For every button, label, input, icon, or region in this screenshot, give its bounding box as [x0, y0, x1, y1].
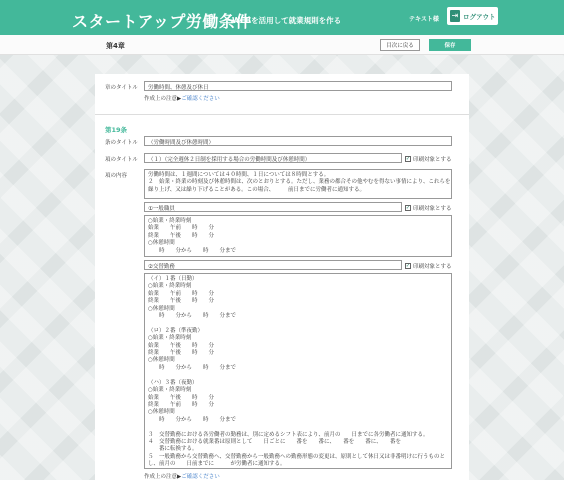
chapter-note-link[interactable]: ご確認ください	[181, 96, 220, 102]
item-title-label: 項のタイトル	[105, 157, 138, 163]
print-target-checkbox[interactable]	[405, 155, 452, 163]
subitem-1-textarea[interactable]: ○始業・終業時刻 始業 午前 時 分 終業 午後 時 分 ○休憩時間 時 分から 時 分まで	[144, 215, 452, 257]
app-header	[0, 0, 564, 35]
article-title-input[interactable]: （労働時間及び休憩時間）	[144, 136, 452, 146]
article-note-link[interactable]: ご確認ください	[181, 474, 220, 480]
subitem-1-title-input[interactable]: ①一般職員	[144, 202, 402, 212]
print-target-label: 印刷対象とする	[413, 157, 452, 163]
article-heading: 第19条	[105, 126, 128, 134]
article-title-label: 条のタイトル	[105, 140, 138, 146]
editor-panel	[95, 74, 469, 480]
article-note-prefix: 作成上の注意▶	[144, 474, 182, 480]
page-toolbar	[0, 35, 564, 55]
logout-button[interactable]	[447, 7, 498, 25]
chapter-title-label: 章のタイトル	[105, 85, 138, 91]
item-title-input[interactable]: （１）（完全週休２日制を採用する場合の労働時間及び休憩時間）	[144, 153, 402, 163]
user-name: テキスト様	[409, 16, 439, 23]
brand-subtitle: WEBを活用して就業規則を作る	[232, 16, 342, 25]
save-button[interactable]: 保存	[429, 39, 471, 51]
brand-logo[interactable]: スタートアップ労働条件	[72, 12, 252, 31]
chapter-label: 第4章	[106, 42, 125, 50]
checkmark-icon: ✓	[405, 155, 411, 162]
logout-label: ログアウト	[463, 12, 496, 21]
item-content-label: 項の内容	[105, 173, 128, 179]
article-note	[144, 472, 220, 480]
subitem-2-title-input[interactable]: ②交替勤務	[144, 260, 402, 270]
subitem-2-print-label: 印刷対象とする	[413, 264, 452, 270]
door-exit-icon: ⇥	[451, 11, 459, 20]
subitem-1-print-label: 印刷対象とする	[413, 206, 452, 212]
item-content-textarea[interactable]: 労働時間は、１週間については４０時間、１日については８時間とする。 ２ 始業・終業の時刻及び休憩時間は、次のとおりとする。ただし、業務の都合その他やむを得ない事情により、これらを 繰り上げ、又は繰り下げることがある。この場合、 前日までに労働者に通知する。	[144, 169, 452, 199]
checkmark-icon: ✓	[405, 262, 411, 269]
checkmark-icon: ✓	[405, 204, 411, 211]
subitem-1-print-checkbox[interactable]	[405, 204, 452, 212]
subitem-2-print-checkbox[interactable]	[405, 262, 452, 270]
subitem-2-textarea[interactable]: （イ）１番（日勤） ○始業・終業時刻 始業 午前 時 分 終業 午後 時 分 ○休憩時間 時 分から 時 分まで （ロ）２番（準夜勤） ○始業・終業時刻 始業 午後 時 分 終業 午後 時 分 ○休憩時間 時 分から 時 分まで （ハ）３番（夜勤） ○始業・終業時刻 始業 午後 時 分 終業 午前 時 分 ○休憩時間 時 分から 時 分まで ３ 交替勤務における各労働者の勤務は、別に定めるシフト表により、前月の 日までに各労働者に通知する。 ４ 交替勤務における就業番は原則として 日ごとに 番を 番に、 番を 番に、 番を 番に転換する。 ５ 一般勤務から交替勤務へ、交替勤務から一般勤務への勤務形態の変更は、原則として休日又は非番明けに行うものと し、前月の 日前までに が労働者に通知する。	[144, 273, 452, 469]
back-to-toc-button[interactable]: 目次に戻る	[380, 39, 420, 51]
chapter-note	[144, 94, 220, 102]
chapter-title-input[interactable]: 労働時間、休憩及び休日	[144, 81, 452, 91]
section-divider	[95, 114, 469, 115]
chapter-note-prefix: 作成上の注意▶	[144, 96, 182, 102]
